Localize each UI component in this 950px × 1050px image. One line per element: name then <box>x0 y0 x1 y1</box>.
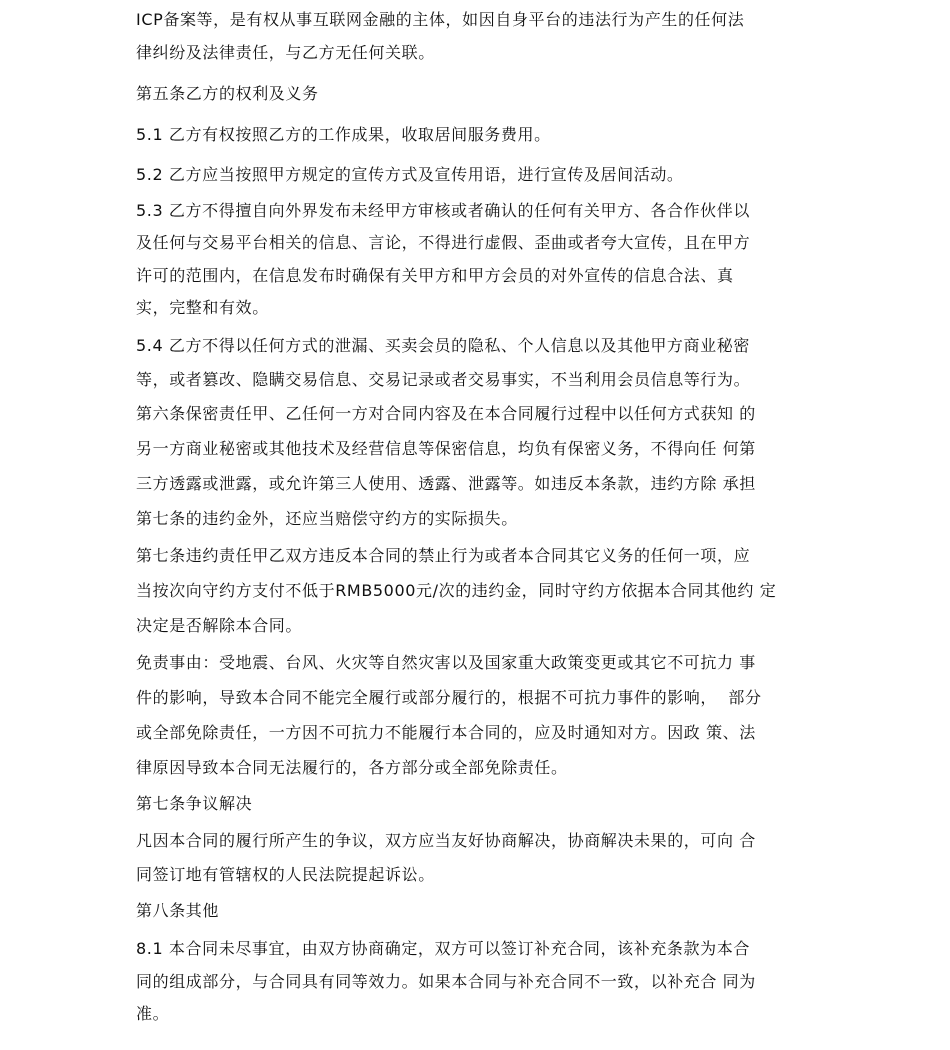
text-line: 当按次向守约方支付不低于RMB5000元/次的违约金，同时守约方依据本合同其他约 定 <box>136 581 777 600</box>
text-line: 件的影响，导致本合同不能完全履行或部分履行的，根据不可抗力事件的影响， 部分 <box>136 688 762 707</box>
text-line: 决定是否解除本合同。 <box>136 616 303 635</box>
exemption-paragraph: 免责事由：受地震、台风、火灾等自然灾害以及国家重大政策变更或其它不可抗力 事 <box>136 653 756 672</box>
dispute-paragraph: 凡因本合同的履行所产生的争议，双方应当友好协商解决，协商解决未果的，可向 合 <box>136 831 756 850</box>
clause-5-2: 5.2 乙方应当按照甲方规定的宣传方式及宣传用语，进行宣传及居间活动。 <box>136 165 684 184</box>
text-line: 第七条的违约金外，还应当赔偿守约方的实际损失。 <box>136 509 518 528</box>
clause-5-1: 5.1 乙方有权按照乙方的工作成果，收取居间服务费用。 <box>136 125 551 144</box>
text-line: 律纠纷及法律责任，与乙方无任何关联。 <box>136 43 435 62</box>
text-line: 实，完整和有效。 <box>136 298 269 317</box>
text-line: 及任何与交易平台相关的信息、言论，不得进行虚假、歪曲或者夸大宣传，且在甲方 <box>136 233 751 252</box>
text-line: 许可的范围内，在信息发布时确保有关甲方和甲方会员的对外宣传的信息合法、真 <box>136 266 734 285</box>
section-heading: 第八条其他 <box>136 901 220 920</box>
text-line: 另一方商业秘密或其他技术及经营信息等保密信息，均负有保密义务，不得向任 何第 <box>136 439 756 458</box>
clause-5-4: 5.4 乙方不得以任何方式的泄漏、买卖会员的隐私、个人信息以及其他甲方商业秘密 <box>136 336 750 355</box>
section-7-paragraph: 第七条违约责任甲乙双方违反本合同的禁止行为或者本合同其它义务的任何一项，应 <box>136 546 751 565</box>
text-line: 准。 <box>136 1004 170 1023</box>
section-6-paragraph: 第六条保密责任甲、乙任何一方对合同内容及在本合同履行过程中以任何方式获知 的 <box>136 404 756 423</box>
section-heading: 第五条乙方的权利及义务 <box>136 84 319 103</box>
text-line: ICP备案等，是有权从事互联网金融的主体，如因自身平台的违法行为产生的任何法 <box>136 10 745 29</box>
clause-8-1: 8.1 本合同未尽事宜，由双方协商确定，双方可以签订补充合同，该补充条款为本合 <box>136 939 750 958</box>
text-line: 同签订地有管辖权的人民法院提起诉讼。 <box>136 865 435 884</box>
text-line: 同的组成部分，与合同具有同等效力。如果本合同与补充合同不一致，以补充合 同为 <box>136 972 756 991</box>
text-line: 等，或者篡改、隐瞒交易信息、交易记录或者交易事实，不当利用会员信息等行为。 <box>136 370 751 389</box>
text-line: 或全部免除责任，一方因不可抗力不能履行本合同的，应及时通知对方。因政 策、法 <box>136 723 756 742</box>
text-line: 律原因导致本合同无法履行的，各方部分或全部免除责任。 <box>136 758 568 777</box>
text-line: 三方透露或泄露，或允许第三人使用、透露、泄露等。如违反本条款，违约方除 承担 <box>136 474 756 493</box>
section-heading: 第七条争议解决 <box>136 794 253 813</box>
clause-5-3: 5.3 乙方不得擅自向外界发布未经甲方审核或者确认的任何有关甲方、各合作伙伴以 <box>136 201 750 220</box>
